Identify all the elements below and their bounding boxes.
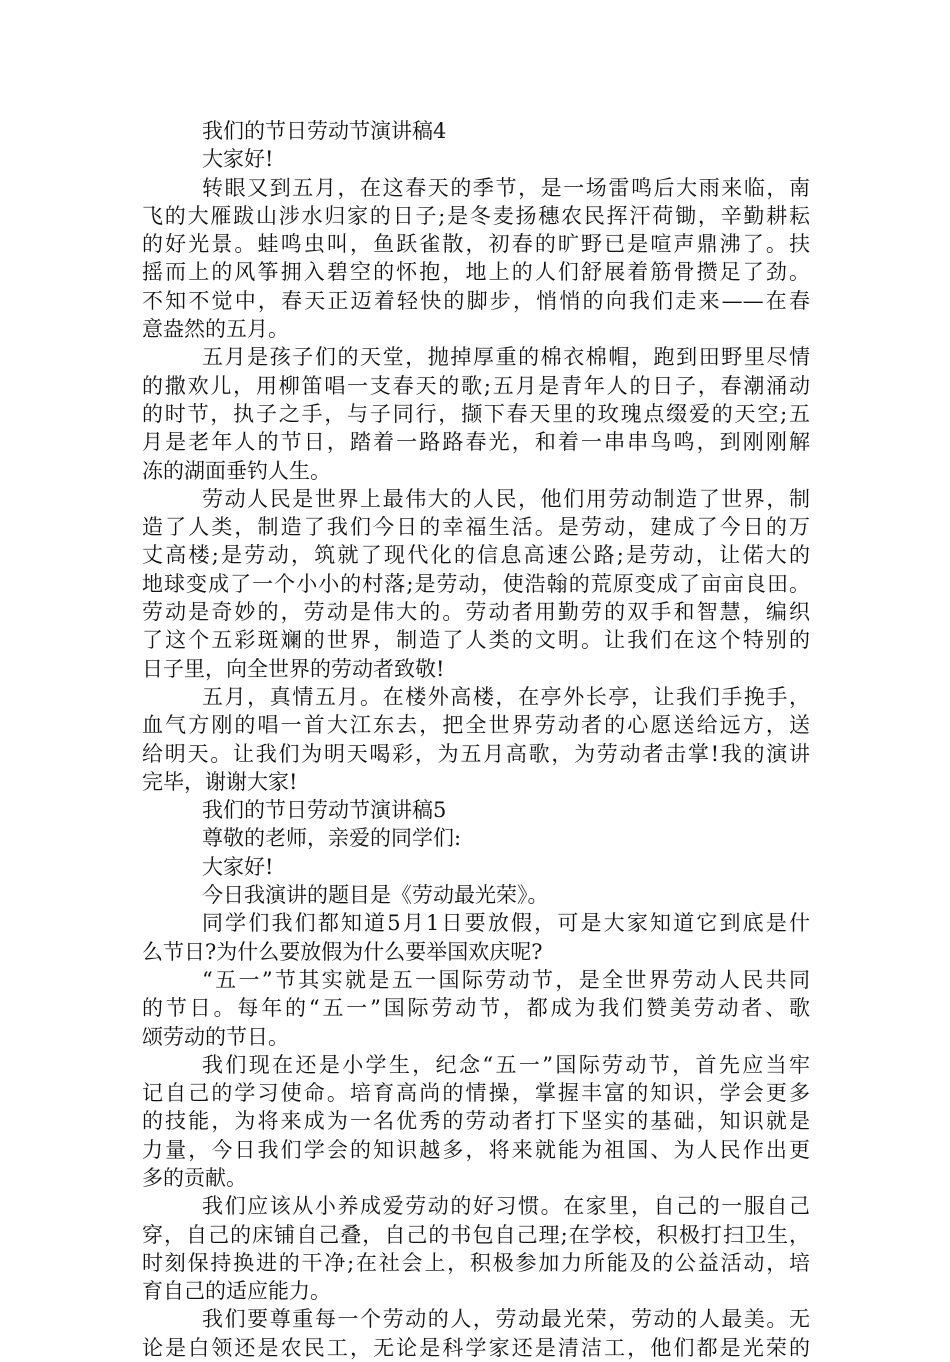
text-line: 丈高楼;是劳动，筑就了现代化的信息高速公路;是劳动，让偌大的 [142,543,810,568]
text-line: 不知不觉中，春天正迈着轻快的脚步，悄悄的向我们走来——在春 [142,288,810,313]
text-line: 同学们我们都知道5月1日要放假，可是大家知道它到底是什 [202,911,810,936]
text-line: 论是白领还是农民工，无论是科学家还是清洁工，他们都是光荣的 [142,1335,810,1360]
text-line: 劳动是奇妙的，劳动是伟大的。劳动者用勤劳的双手和智慧，编织 [142,600,810,625]
text-line: 摇而上的风筝拥入碧空的怀抱，地上的人们舒展着筋骨攒足了劲。 [142,260,810,285]
text-line: 的好光景。蛙鸣虫叫，鱼跃雀散，初春的旷野已是喧声鼎沸了。扶 [142,232,810,257]
salutation: 尊敬的老师，亲爱的同学们: [202,826,462,851]
text-line: 五月是孩子们的天堂，抛掉厚重的棉衣棉帽，跑到田野里尽情 [202,345,810,370]
text-line: 的节日。每年的“五一”国际劳动节，都成为我们赞美劳动者、歌 [142,996,810,1021]
text-line: 转眼又到五月，在这春天的季节，是一场雷鸣后大雨来临，南 [202,175,810,200]
text-line: 时刻保持换进的干净;在社会上，积极参加力所能及的公益活动，培 [142,1250,810,1275]
text-line: 的技能，为将来成为一名优秀的劳动者打下坚实的基础，知识就是 [142,1109,810,1134]
text-line: “五一”节其实就是五一国际劳动节，是全世界劳动人民共同 [202,967,810,992]
text-line: 完毕，谢谢大家! [142,769,298,794]
text-line: 我们现在还是小学生，纪念“五一”国际劳动节，首先应当牢 [202,1052,810,1077]
greeting: 大家好! [202,147,274,172]
text-line: 日子里，向全世界的劳动者致敬! [142,656,445,681]
text-line: 血气方刚的唱一首大江东去，把全世界劳动者的心愿送给远方，送 [142,713,810,738]
text-line: 飞的大雁跋山涉水归家的日子;是冬麦扬穗农民挥汗荷锄，辛勤耕耘 [142,203,810,228]
text-line: 的撒欢儿，用柳笛唱一支春天的歌;五月是青年人的日子，春潮涌动 [142,373,810,398]
greeting: 大家好! [202,854,274,879]
text-line: 冻的湖面垂钓人生。 [142,458,331,483]
text-line: 了这个五彩斑斓的世界，制造了人类的文明。让我们在这个特别的 [142,628,810,653]
text-line: 今日我演讲的题目是《劳动最光荣》。 [202,883,549,908]
text-line: 月是老年人的节日，踏着一路路春光，和着一串串鸟鸣，到刚刚解 [142,430,810,455]
text-line: 的时节，执子之手，与子同行，撷下春天里的玫瑰点缀爱的天空;五 [142,401,810,426]
text-line: 地球变成了一个小小的村落;是劳动，使浩翰的荒原变成了亩亩良田。 [142,571,810,596]
text-line: 我们要尊重每一个劳动的人，劳动最光荣，劳动的人最美。无 [202,1307,810,1332]
text-line: 意盎然的五月。 [142,317,289,342]
text-line: 多的贡献。 [142,1165,247,1190]
text-line: 我们应该从小养成爱劳动的好习惯。在家里，自己的一服自己 [202,1194,810,1219]
text-line: 力量，今日我们学会的知识越多，将来就能为祖国、为人民作出更 [142,1137,810,1162]
text-line: 育自己的适应能力。 [142,1279,331,1304]
text-line: 记自己的学习使命。培育高尚的情操，掌握丰富的知识，学会更多 [142,1081,810,1106]
text-line: 么节日?为什么要放假为什么要举国欢庆呢? [142,939,543,964]
section-title: 我们的节日劳动节演讲稿5 [202,798,447,823]
text-line: 五月，真情五月。在楼外高楼，在亭外长亭，让我们手挽手， [202,684,810,709]
text-line: 劳动人民是世界上最伟大的人民，他们用劳动制造了世界，制 [202,486,810,511]
text-line: 穿，自己的床铺自己叠，自己的书包自己理;在学校，积极打扫卫生， [142,1222,810,1247]
text-line: 造了人类，制造了我们今日的幸福生活。是劳动，建成了今日的万 [142,515,810,540]
text-line: 颂劳动的节日。 [142,1024,289,1049]
section-title: 我们的节日劳动节演讲稿4 [202,119,447,143]
text-line: 给明天。让我们为明天喝彩，为五月高歌，为劳动者击掌!我的演讲 [142,741,810,766]
